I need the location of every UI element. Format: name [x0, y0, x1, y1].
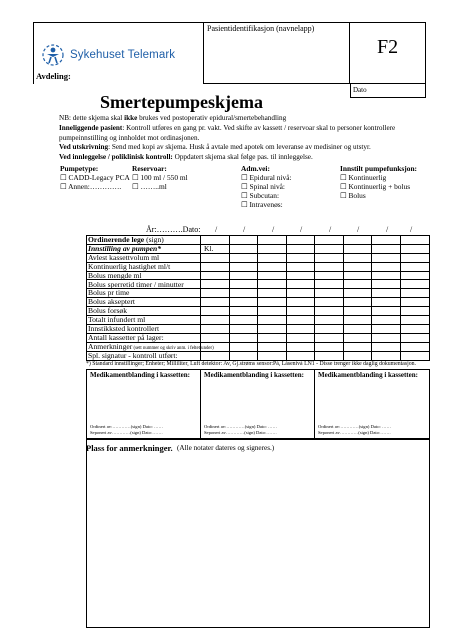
- logo: [40, 42, 175, 68]
- remarks-box[interactable]: [86, 439, 430, 628]
- date-slash: /: [357, 225, 360, 234]
- remarks-label: Plass for anmerkninger.: [86, 443, 173, 453]
- checkbox-bolus[interactable]: ☐ Bolus: [340, 191, 366, 200]
- medication-box-2[interactable]: Medikamentblanding i kassetten: Ordinert av:…………(sign) Dato: …… Seponert av…………(sign) Dato:…….: [200, 369, 315, 439]
- footnote: *) Standard innstillinger; Enheter; Milliliter, Luft detektor: Av, Gj.strøms sensor:På, Låsenivå LN1 - Disse trenger ikke daglig dokumentasjon.: [86, 361, 416, 367]
- grid-row[interactable]: Bolus mengde ml: [86, 272, 430, 281]
- grid-row[interactable]: Bolus forsøk: [86, 307, 430, 316]
- date-slash: /: [215, 225, 218, 234]
- logo-text: Sykehuset Telemark: [70, 49, 176, 61]
- pumpetype-group: Pumpetype: ☐ CADD-Legacy PCA ☐ Annen:………….: [60, 164, 130, 191]
- date-slash: /: [410, 225, 413, 234]
- reservoar-group: Reservoar: ☐ 100 ml / 550 ml ☐ ……..ml: [132, 164, 188, 191]
- checkbox-subcutan[interactable]: ☐ Subcutan:: [241, 191, 280, 200]
- remarks-note: (Alle notater dateres og signeres.): [177, 444, 275, 452]
- admvei-group: Adm.vei: ☐ Epidural nivå: ☐ Spinal nivå: ☐ Subcutan: ☐ Intravenøs:: [241, 164, 292, 209]
- grid-row[interactable]: Anmerkninger (sett nummer og skriv anm. i feltet under): [86, 343, 430, 352]
- checkbox-reservoar-100[interactable]: ☐ 100 ml / 550 ml: [132, 173, 188, 182]
- checkbox-spinal[interactable]: ☐ Spinal nivå:: [241, 182, 285, 191]
- grid-row[interactable]: Spl. signatur - kontroll utført:: [86, 352, 430, 361]
- date-label: Dato: [353, 86, 367, 94]
- date-slash: /: [329, 225, 332, 234]
- medication-box-3[interactable]: Medikamentblanding i kassetten: Ordinert av:…………(sign) Dato: …… Seponert av…………(sign) Dato:…….: [314, 369, 430, 439]
- grid-row[interactable]: Totalt infundert ml: [86, 316, 430, 325]
- grid-row[interactable]: Bolus sperretid timer / minutter: [86, 281, 430, 290]
- grid-row[interactable]: Kontinuerlig hastighet ml/t: [86, 263, 430, 272]
- funksjon-group: Innstilt pumpefunksjon: ☐ Kontinuerlig ☐ Kontinuerlig + bolus ☐ Bolus: [340, 164, 418, 200]
- page-title: Smertepumpeskjema: [100, 92, 263, 112]
- grid-row[interactable]: Innstilling av pumpen* Kl.: [86, 245, 430, 254]
- hospital-logo-icon: [40, 42, 66, 68]
- department-label: Avdeling:: [36, 71, 71, 81]
- nb-note: NB: dette skjema skal ikke brukes ved postoperativ epidural/smertebehandling: [59, 114, 287, 122]
- checkbox-reservoar-ml[interactable]: ☐ ……..ml: [132, 182, 167, 191]
- checkbox-annen[interactable]: ☐ Annen:………….: [60, 182, 122, 191]
- grid-row[interactable]: Antall kassetter på lager:: [86, 334, 430, 343]
- grid-row[interactable]: Ordinerende lege (sign): [86, 236, 430, 245]
- checkbox-kontinuerlig-bolus[interactable]: ☐ Kontinuerlig + bolus: [340, 182, 411, 191]
- date-slash: /: [300, 225, 303, 234]
- checkbox-intravenos[interactable]: ☐ Intravenøs:: [241, 200, 283, 209]
- date-slash: /: [272, 225, 275, 234]
- grid-row[interactable]: Bolus akseptert: [86, 298, 430, 307]
- patient-id-label: Pasientidentifikasjon (navnelapp): [207, 24, 315, 33]
- checkbox-kontinuerlig[interactable]: ☐ Kontinuerlig: [340, 173, 387, 182]
- grid-row[interactable]: Innstikksted kontrollert: [86, 325, 430, 334]
- date-slash: /: [243, 225, 246, 234]
- checkbox-epidural[interactable]: ☐ Epidural nivå:: [241, 173, 292, 182]
- year-date-label: År:……….Dato:: [146, 225, 201, 234]
- info-innleggelse: Ved innleggelse / poliklinisk kontroll: Oppdatert skjema skal følge pas. til innleggelse.: [59, 153, 313, 161]
- form-code: F2: [377, 36, 399, 58]
- grid-row[interactable]: Bolus pr time: [86, 289, 430, 298]
- checkbox-cadd[interactable]: ☐ CADD-Legacy PCA: [60, 173, 130, 182]
- info-inneliggende: Inneliggende pasient: Kontroll utføres en gang pr. vakt. Ved skifte av kassett / reservoar skal to personer kontrollere pumpeinnstilling og innholdet mot ordinasjonen.: [59, 124, 396, 142]
- date-slash: /: [386, 225, 389, 234]
- grid-row[interactable]: Avlest kassettvolum ml: [86, 254, 430, 263]
- medication-box-1[interactable]: Medikamentblanding i kassetten: Ordinert av:…………(sign) Dato: …… Seponert av…………(sign) Dato:…….: [86, 369, 201, 439]
- info-utskrivning: Ved utskrivning: Send med kopi av skjema. Husk å avtale med apotek om leveranse av medisiner og utstyr.: [59, 143, 371, 151]
